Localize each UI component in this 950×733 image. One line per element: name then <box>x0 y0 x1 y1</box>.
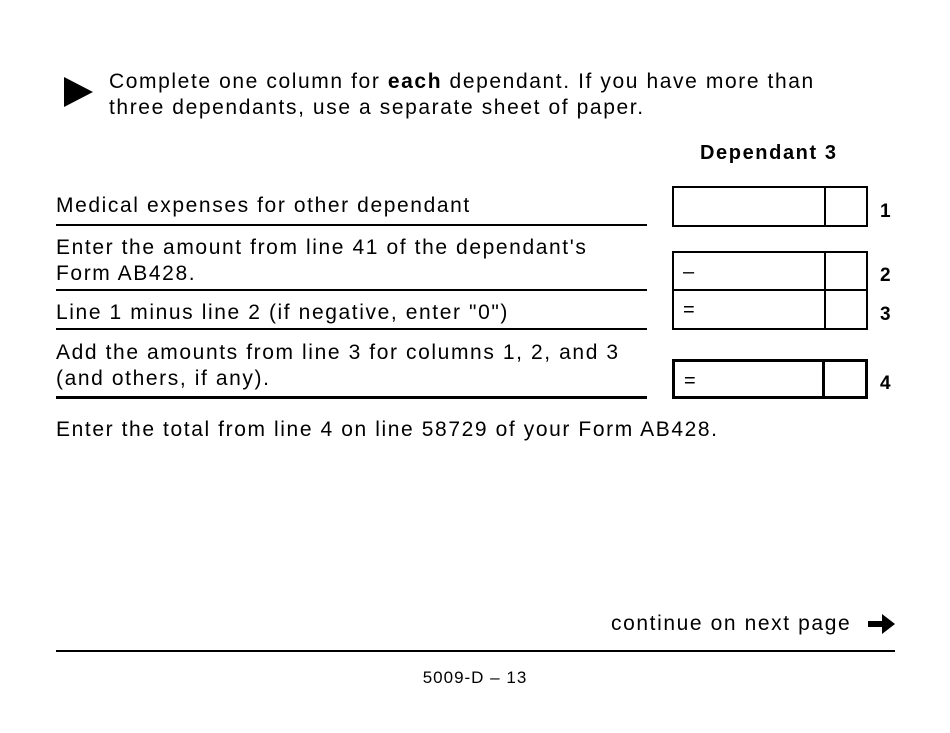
amount-field-line-1[interactable] <box>672 186 868 227</box>
operator: = <box>684 370 696 392</box>
row-divider <box>56 289 647 291</box>
page-number: 5009-D – 13 <box>422 668 528 687</box>
cents-field[interactable] <box>824 253 826 289</box>
row-label: Enter the amount from line 41 of the dependant's <box>56 236 588 259</box>
operator: = <box>683 299 695 321</box>
row-divider <box>56 396 647 399</box>
row-divider <box>56 328 647 330</box>
line-number: 1 <box>880 201 891 222</box>
row-label: Line 1 minus line 2 (if negative, enter "0") <box>56 301 510 324</box>
instruction-line-2: three dependants, use a separate sheet of paper. <box>109 96 645 119</box>
operator: – <box>683 261 695 283</box>
cents-field[interactable] <box>824 188 826 225</box>
column-header: Dependant 3 <box>700 142 838 164</box>
arrow-right-triangle-icon <box>64 77 93 107</box>
instruction-line-1 <box>109 69 815 95</box>
line-number: 4 <box>880 373 891 394</box>
continue-text: continue on next page <box>611 612 852 635</box>
cents-field[interactable] <box>824 291 826 328</box>
total-instruction: Enter the total from line 4 on line 58729 of your Form AB428. <box>56 418 719 441</box>
amount-field-line-2[interactable] <box>672 251 868 291</box>
instruction-emphasis: each <box>387 70 443 93</box>
row-label: Medical expenses for other dependant <box>56 194 471 217</box>
cents-field[interactable] <box>822 362 825 396</box>
row-label: Form AB428. <box>56 262 197 285</box>
amount-field-line-4[interactable] <box>672 359 868 399</box>
row-label: Add the amounts from line 3 for columns 1, 2, and 3 <box>56 341 620 364</box>
instruction-text: Complete one column for <box>109 70 388 93</box>
row-label: (and others, if any). <box>56 367 271 390</box>
arrow-right-icon <box>868 613 896 635</box>
amount-field-line-3[interactable] <box>672 289 868 330</box>
instruction-text: dependant. If you have more than <box>442 70 815 93</box>
line-number: 2 <box>880 265 891 286</box>
footer-divider <box>56 650 895 652</box>
row-divider <box>56 224 647 226</box>
line-number: 3 <box>880 304 891 325</box>
